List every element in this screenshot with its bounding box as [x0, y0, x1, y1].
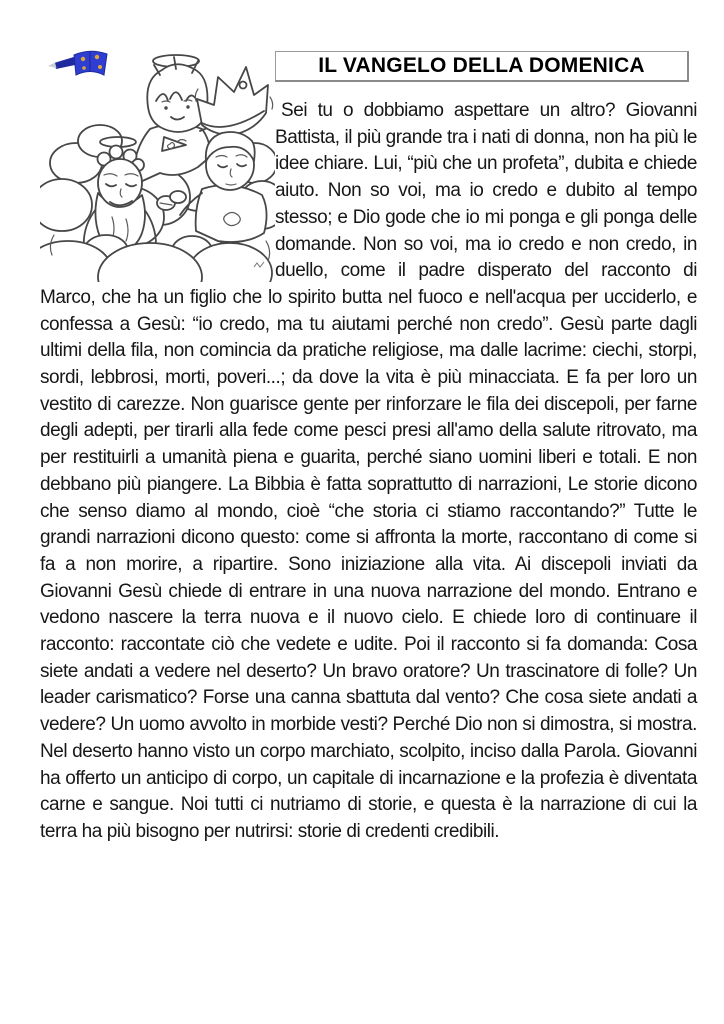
gospel-illustration [40, 45, 275, 282]
page-title [275, 51, 689, 82]
gospel-paragraph: Sei tu o dobbiamo aspettare un altro? Giovanni Battista, il più grande tra i nati di donna, non ha più le idee chiare. Lui, “più che un profeta”, dubita e chiede aiuto. Non so voi, ma io credo e dubito al tempo stesso; e Dio gode che io mi ponga e gli ponga delle domande. Non so voi, ma io credo e non credo, in duello, come il padre disperato del racconto di Marco, che ha un figlio che lo spirito butta nel fuoco e nell'acqua per ucciderlo, e confessa a Gesù: “io credo, ma tu aiutami perché non credo”. Gesù parte dagli ultimi della fila, non comincia da pratiche religiose, ma dalle lacrime: ciechi, storpi, sordi, lebbrosi, morti, poveri...; da dove la vita è più minacciata. E fa per loro un vestito di carezze. Non guarisce gente per rinforzare le fila dei discepoli, per farne degli adepti, per tirarli alla fede come pesci presi all'amo della salute ritrovato, ma per restituirli a umanità piena e guarita, perché siano uomini liberi e totali. E non debbano più piangere. La Bibbia è fatta soprattutto di narrazioni, Le storie dicono che senso diamo al mondo, cioè “che storia ci stiamo raccontando?” Tutte le grandi narrazioni dicono questo: come si affronta la morte, raccontano di come si fa a non morire, a ripartire. Sono iniziazione alla vita. Ai discepoli inviati da Giovanni Gesù chiede di entrare in una nuova narrazione del mondo. Entrano e vedono nascere la terra nuova e il nuovo cielo. E chiede loro di continuare il racconto: raccontate ciò che vedete e udite. Poi il racconto si fa domanda: Cosa siete andati a vedere nel deserto? Un bravo oratore? Un trascinatore di folle? Un leader carismatico? Forse una canna sbattuta dal vento? Che cosa siete andati a vedere? Un uomo avvolto in morbide vesti? Perché Dio non si dimostra, si mostra. Nel deserto hanno visto un corpo marchiato, scolpito, inciso dalla Parola. Giovanni ha offerto un anticipo di corpo, un capitale di incarnazione e la profezia è diventata carne e sangue. Noi tutti ci nutriamo di storie, e questa è la narrazione di cui la terra ha più bisogno per nutrirsi: storie di credenti credibili. [40, 100, 697, 842]
page-title-text: IL VANGELO DELLA DOMENICA [318, 54, 645, 77]
book-pencil-icon [48, 51, 107, 75]
